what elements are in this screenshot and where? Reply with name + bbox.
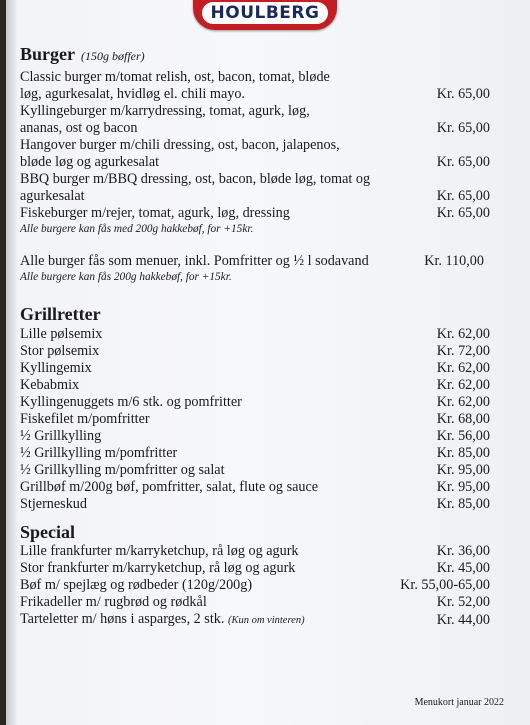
item-price: Kr. 52,00: [436, 594, 490, 610]
menu-item: Kyllingenuggets m/6 stk. og pomfritter Kr. 62,00: [20, 394, 490, 410]
item-price: Kr. 45,00: [436, 560, 490, 576]
menu-deal-price: Kr. 110,00: [424, 253, 484, 269]
item-price: Kr. 68,00: [436, 411, 490, 427]
item-price: Kr. 65,00: [436, 154, 490, 170]
menu-item: Fiskefilet m/pomfritter Kr. 68,00: [20, 411, 490, 427]
item-price: Kr. 85,00: [436, 445, 490, 461]
menu-item: Lille pølsemix Kr. 62,00: [20, 326, 490, 342]
logo-text: HOULBERG: [210, 3, 320, 23]
menu-deal: Alle burger fås som menuer, inkl. Pomfritter og ½ l sodavand Kr. 110,00: [20, 253, 490, 270]
item-price: Kr. 36,00: [436, 543, 490, 559]
houlberg-logo: [193, 0, 337, 30]
seasonal-note: (Kun om vinteren): [227, 615, 305, 626]
burger-list: [20, 69, 490, 236]
menu-item: Grillbøf m/200g bøf, pomfritter, salat, flute og sauce Kr. 95,00: [20, 479, 490, 495]
special-list: [20, 543, 490, 629]
item-price: Kr. 44,00: [436, 612, 490, 628]
item-price: Kr. 56,00: [436, 428, 490, 444]
menu-sheet: [6, 0, 530, 725]
item-price: Kr. 62,00: [436, 360, 490, 376]
menu-item: ½ Grillkylling Kr. 56,00: [20, 428, 490, 444]
menu-item: Stor frankfurter m/karryketchup, rå løg og agurk Kr. 45,00: [20, 560, 490, 576]
menu-item: Tarteletter m/ høns i asparges, 2 stk. (Kun om vinteren) Kr. 44,00: [20, 611, 490, 628]
item-price: Kr. 65,00: [436, 120, 490, 136]
menu-item: Stjerneskud Kr. 85,00: [20, 496, 490, 512]
item-price: Kr. 85,00: [436, 496, 490, 512]
burger-subtitle: (150g bøffer): [80, 49, 145, 63]
grill-list: [20, 326, 490, 513]
item-price: Kr. 65,00: [436, 205, 490, 221]
item-price: Kr. 95,00: [436, 479, 490, 495]
grill-title: Grillretter: [20, 304, 101, 324]
menu-item: Kebabmix Kr. 62,00: [20, 377, 490, 393]
burger-note: Alle burgere kan fås med 200g hakkebøf, for +15kr.: [20, 223, 254, 235]
menu-item: ½ Grillkylling m/pomfritter og salat Kr. 95,00: [20, 462, 490, 478]
menu-item: Kyllingeburger m/karrydressing, tomat, agurk, løg, ananas, ost og bacon Kr. 65,00: [20, 103, 490, 136]
menu-content: [20, 44, 490, 629]
menu-item: Frikadeller m/ rugbrød og rødkål Kr. 52,00: [20, 594, 490, 610]
item-price: Kr. 55,00-65,00: [400, 577, 490, 593]
menu-deal-note: Alle burgere kan fås 200g hakkebøf, for +15kr.: [20, 271, 232, 283]
menu-item: ½ Grillkylling m/pomfritter Kr. 85,00: [20, 445, 490, 461]
item-price: Kr. 62,00: [436, 326, 490, 342]
menu-item: Lille frankfurter m/karryketchup, rå løg og agurk Kr. 36,00: [20, 543, 490, 559]
burger-heading: [20, 44, 490, 66]
menu-item: Stor pølsemix Kr. 72,00: [20, 343, 490, 359]
menu-item: Hangover burger m/chili dressing, ost, bacon, jalapenos, bløde løg og agurkesalat Kr. 65,00: [20, 137, 490, 170]
menu-item: BBQ burger m/BBQ dressing, ost, bacon, bløde løg, tomat og agurkesalat Kr. 65,00: [20, 171, 490, 204]
menu-item: Classic burger m/tomat relish, ost, bacon, tomat, bløde løg, agurkesalat, hvidløg el. chili mayo. Kr. 65,00: [20, 69, 490, 102]
page-edge-shadow: [6, 0, 18, 725]
item-price: Kr. 95,00: [436, 462, 490, 478]
special-title: Special: [20, 522, 76, 542]
item-price: Kr. 65,00: [436, 86, 490, 102]
item-price: Kr. 72,00: [436, 343, 490, 359]
menu-date: Menukort januar 2022: [414, 697, 504, 708]
item-price: Kr. 65,00: [436, 188, 490, 204]
menu-item: Fiskeburger m/rejer, tomat, agurk, løg, dressing Kr. 65,00: [20, 205, 490, 221]
item-price: Kr. 62,00: [436, 394, 490, 410]
menu-item: Kyllingemix Kr. 62,00: [20, 360, 490, 376]
item-price: Kr. 62,00: [436, 377, 490, 393]
burger-title: Burger: [20, 44, 75, 64]
menu-item: Bøf m/ spejlæg og rødbeder (120g/200g) Kr. 55,00-65,00: [20, 577, 490, 593]
